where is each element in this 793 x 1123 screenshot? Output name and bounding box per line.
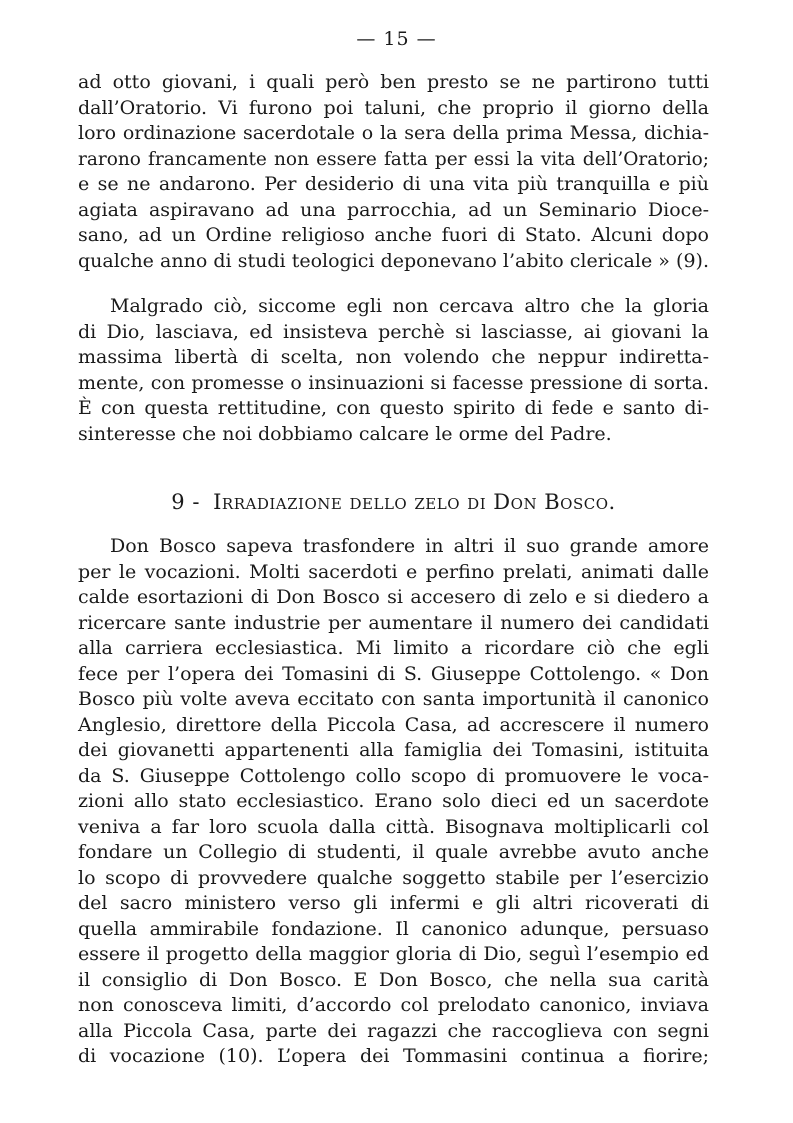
paragraph: [78, 534, 709, 1070]
text-line: Bosco più volte aveva eccitato con santa importunità il canonico: [78, 688, 709, 710]
text-line: e se ne andarono. Per desiderio di una vita più tranquilla e più: [78, 173, 709, 195]
text-line: ad otto giovani, i quali però ben presto se ne partirono tutti: [78, 71, 709, 93]
text-line: per le vocazioni. Molti sacerdoti e perfino prelati, animati dalle: [78, 560, 709, 583]
paragraph: [78, 70, 709, 274]
text-line: fondare un Collegio di studenti, il quale avrebbe avuto anche: [78, 841, 709, 863]
text-line: del sacro ministero verso gli infermi e gli altri ricoverati di: [78, 892, 709, 914]
text-line: di vocazione (10). L’opera dei Tommasini continua a fiorire;: [78, 1045, 709, 1067]
section-title: Irradiazione dello zelo di Don Bosco.: [213, 490, 616, 514]
text-line: il consiglio di Don Bosco. E Don Bosco, che nella sua carità: [78, 968, 709, 991]
section-number: 9 -: [171, 490, 200, 514]
text-line: calde esortazioni di Don Bosco si accesero di zelo e si diedero a: [78, 586, 709, 608]
text-line: veniva a far loro scuola dalla città. Bisognava moltiplicarli col: [78, 815, 709, 838]
page-number: — 15 —: [356, 28, 437, 50]
text-line: quella ammirabile fondazione. Il canonico adunque, persuaso: [78, 917, 709, 940]
text-line: alla carriera ecclesiastica. Mi limito a ricordare ciò che egli: [78, 637, 709, 659]
text-line: rarono francamente non essere fatta per essi la vita dell’Oratorio;: [78, 148, 709, 170]
text-line: essere il progetto della maggior gloria di Dio, seguì l’esempio ed: [78, 943, 709, 965]
text-line: agiata aspiravano ad una parrocchia, ad un Seminario Dioce-: [78, 198, 709, 221]
text-line: dall’Oratorio. Vi furono poi taluni, che proprio il giorno della: [78, 96, 709, 119]
text-line: da S. Giuseppe Cottolengo collo scopo di promuovere le voca-: [78, 764, 709, 787]
text-line: sano, ad un Ordine religioso anche fuori di Stato. Alcuni dopo: [78, 224, 709, 246]
paragraph: [78, 294, 709, 447]
text-line: Don Bosco sapeva trasfondere in altri il suo grande amore: [110, 535, 709, 557]
text-line: Anglesio, direttore della Piccola Casa, ad accrescere il numero: [78, 713, 709, 736]
text-line: lo scopo di provvedere qualche soggetto stabile per l’esercizio: [78, 866, 709, 889]
text-line: massima libertà di scelta, non volendo che neppur indiretta-: [78, 346, 709, 368]
text-line: loro ordinazione sacerdotale o la sera della prima Messa, dichia-: [78, 122, 709, 144]
text-line: qualche anno di studi teologici deponevano l’abito clericale » (9).: [78, 249, 709, 272]
text-line: non conosceva limiti, d’accordo col prelodato canonico, inviava: [78, 994, 709, 1016]
text-line: zioni allo stato ecclesiastico. Erano solo dieci ed un sacerdote: [78, 790, 709, 812]
section-heading: [78, 490, 709, 514]
text-line: Malgrado ciò, siccome egli non cercava altro che la gloria: [110, 295, 709, 317]
text-line: È con questa rettitudine, con questo spirito di fede e santo di-: [78, 397, 709, 419]
text-line: ricercare sante industrie per aumentare il numero dei candidati: [78, 611, 709, 634]
text-line: sinteresse che noi dobbiamo calcare le orme del Padre.: [78, 422, 612, 445]
text-line: alla Piccola Casa, parte dei ragazzi che raccoglieva con segni: [78, 1019, 709, 1042]
text-line: mente, con promesse o insinuazioni si facesse pressione di sorta.: [78, 371, 709, 394]
text-line: di Dio, lasciava, ed insisteva perchè si lasciasse, ai giovani la: [78, 320, 709, 343]
text-line: fece per l’opera dei Tomasini di S. Giuseppe Cottolengo. « Don: [78, 662, 709, 685]
text-line: dei giovanetti appartenenti alla famiglia dei Tomasini, istituita: [78, 739, 709, 761]
